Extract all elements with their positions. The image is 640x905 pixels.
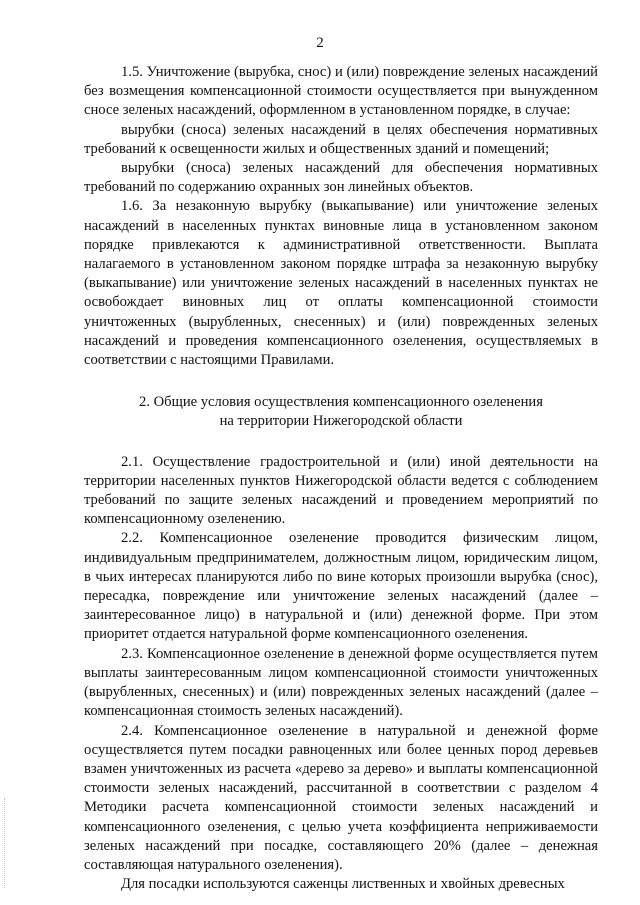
- page-number: 2: [316, 35, 324, 51]
- paragraph-case-lighting: вырубки (сноса) зеленых насаждений в целях обеспечения нормативных требований к освещенности жилых и общественных зданий и помещений;: [84, 121, 598, 157]
- paragraph-1-6: 1.6. За незаконную вырубку (выкапывание) или уничтожение зеленых насаждений в населенных пунктах виновные лица в установленном законом порядке привлекаются к административной ответственности. Выплата налагаемого в установленном законом порядке штрафа за незаконную вырубку (выкапывание) или уничтожение зеленых насаждений в населенных пунктах не освобождает виновных лиц от оплаты компенсационной стоимости уничтоженных (вырубленных, снесенных) и (или) поврежденных зеленых насаждений и проведения компенсационного озеленения, осуществляемых в соответствии с настоящими Правилами.: [84, 198, 598, 369]
- paragraph-2-2: 2.2. Компенсационное озеленение проводится физическим лицом, индивидуальным предпринимателем, должностным лицом, юридическим лицом, в чьих интересах планируются либо по вине которых произошли вырубка (снос), пересадка, повреждение или уничтожение зеленых насаждений (далее – заинтересованное лицо) в натуральной и (или) денежной форме. При этом приоритет отдается натуральной форме компенсационного озеленения.: [84, 530, 598, 643]
- section-heading-line-1: 2. Общие условия осуществления компенсационного озеленения: [139, 394, 543, 411]
- paragraph-2-3: 2.3. Компенсационное озеленение в денежной форме осуществляется путем выплаты заинтересованным лицом компенсационной стоимости уничтоженных (вырубленных, снесенных) и (или) поврежденных зеленых насаждений (далее – компенсационная стоимость зеленых насаждений).: [84, 645, 598, 720]
- paragraph-2-1: 2.1. Осуществление градостроительной и (или) иной деятельности на территории населенных пунктов Нижегородской области ведется с соблюдением требований по защите зеленых насаждений и проведением мероприятий по компенсационному озеленению.: [84, 453, 598, 528]
- scan-edge-mark: [4, 798, 6, 888]
- paragraph-1-5: 1.5. Уничтожение (вырубка, снос) и (или) повреждение зеленых насаждений без возмещения компенсационной стоимости осуществляется при вынужденном сносе зеленых насаждений, оформленном в установленном порядке, в случае:: [84, 64, 598, 119]
- document-body: [84, 63, 598, 894]
- paragraph-case-protected-zones: вырубки (сноса) зеленых насаждений для обеспечения нормативных требований по содержанию охранных зон линейных объектов.: [84, 160, 598, 196]
- section-heading: [84, 393, 598, 431]
- paragraph-2-4: 2.4. Компенсационное озеленение в натуральной и денежной форме осуществляется путем посадки равноценных или более ценных пород деревьев взамен уничтоженных из расчета «дерево за дерево» и выплаты компенсационной стоимости зеленых насаждений, рассчитанной в соответствии с разделом 4 Методики расчета компенсационной стоимости зеленых насаждений и компенсационного озеленения, с целью учета коэффициента неприживаемости зеленых насаждений при посадке, составляющего 20% (далее – денежная составляющая натурального озеленения).: [84, 722, 598, 873]
- paragraph-planting: Для посадки используются саженцы лиственных и хвойных древесных: [121, 876, 565, 893]
- section-heading-line-2: на территории Нижегородской области: [219, 413, 463, 430]
